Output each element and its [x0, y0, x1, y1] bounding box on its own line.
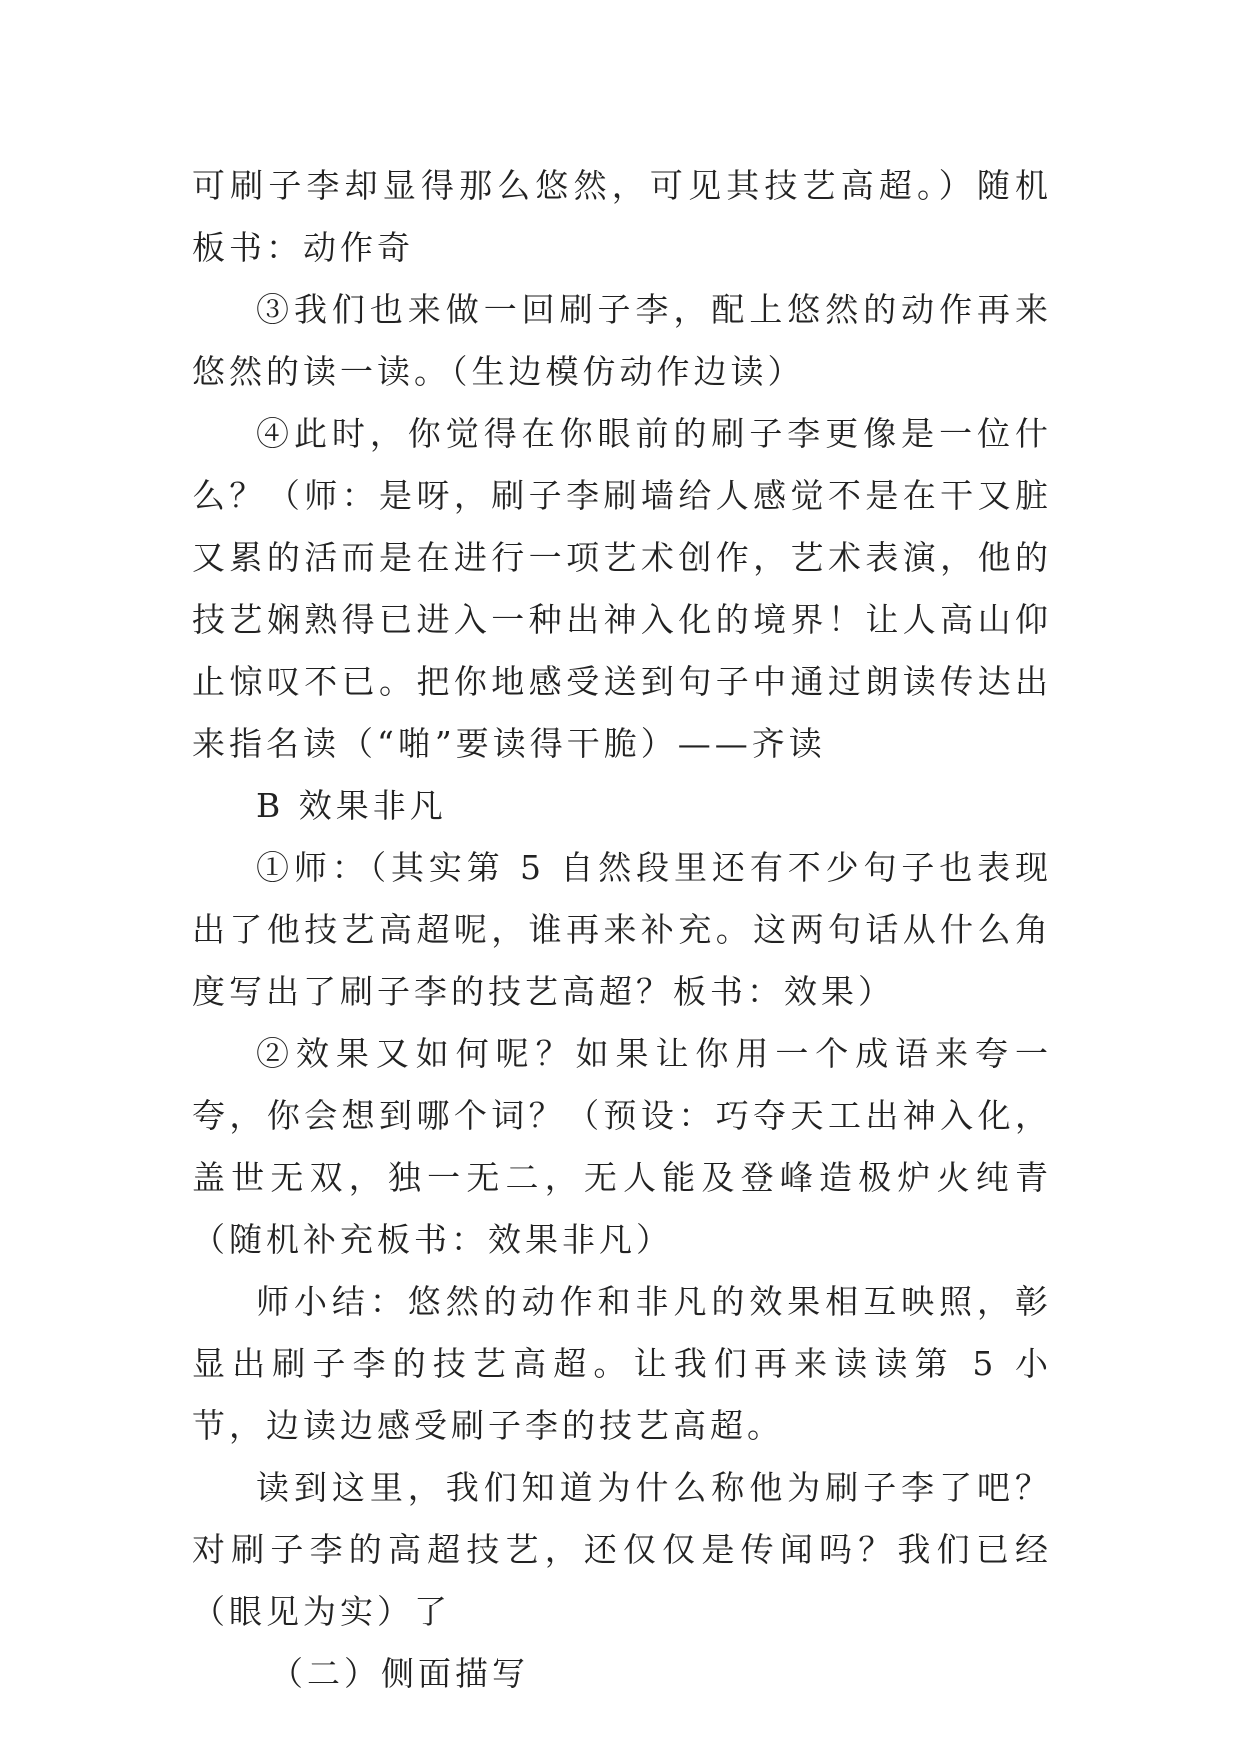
paragraph-continuation: 可刷子李却显得那么悠然，可见其技艺高超。）随机板书：动作奇	[192, 166, 1052, 267]
paragraph-step-3: ③我们也来做一回刷子李，配上悠然的动作再来悠然的读一读。（生边模仿动作边读）	[192, 290, 1052, 391]
paragraph-teacher-summary: 师小结：悠然的动作和非凡的效果相互映照，彰显出刷子李的技艺高超。让我们再来读读第 5 小节，边读边感受刷子李的技艺高超。	[192, 1282, 1052, 1445]
section-heading-b: B 效果非凡	[256, 786, 447, 825]
document-body	[192, 155, 1052, 1705]
paragraph-step-2: ②效果又如何呢？如果让你用一个成语来夸一夸，你会想到哪个词？（预设：巧夺天工出神入化，盖世无双，独一无二，无人能及登峰造极炉火纯青（随机补充板书：效果非凡）	[192, 1034, 1052, 1259]
section-heading-side-description: （二）侧面描写	[270, 1654, 529, 1693]
paragraph-step-1: ①师：（其实第 5 自然段里还有不少句子也表现出了他技艺高超呢，谁再来补充。这两句话从什么角度写出了刷子李的技艺高超？板书：效果）	[192, 848, 1052, 1011]
paragraph-step-4: ④此时，你觉得在你眼前的刷子李更像是一位什么？（师：是呀，刷子李刷墙给人感觉不是在干又脏又累的活而是在进行一项艺术创作，艺术表演，他的技艺娴熟得已进入一种出神入化的境界！让人高山仰止惊叹不已。把你地感受送到句子中通过朗读传达出来指名读（“啪”要读得干脆）——齐读	[192, 414, 1052, 763]
paragraph-transition: 读到这里，我们知道为什么称他为刷子李了吧？对刷子李的高超技艺，还仅仅是传闻吗？我们已经（眼见为实）了	[192, 1468, 1052, 1631]
